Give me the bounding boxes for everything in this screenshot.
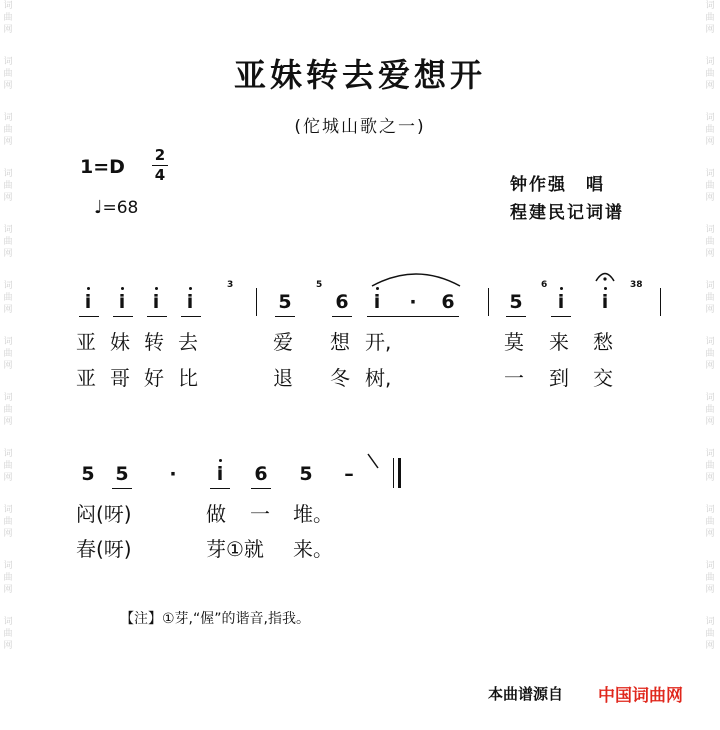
beam: [251, 488, 271, 489]
note: i: [373, 291, 381, 313]
grace-note: 5: [316, 280, 323, 290]
note: 6: [335, 291, 349, 313]
lyric: 转: [144, 330, 164, 354]
octave-dot: [87, 287, 90, 290]
lyric: 愁: [593, 330, 613, 354]
lyric: 春(呀): [76, 537, 132, 561]
song-subtitle: (佗城山歌之一): [294, 117, 426, 137]
note: i: [601, 291, 609, 313]
beam: [113, 316, 133, 317]
lyric: 想: [330, 330, 350, 354]
lyric: 一: [250, 502, 270, 526]
beam: [367, 316, 459, 317]
lyric: 芽①就: [206, 537, 264, 561]
slur-arc: [370, 266, 462, 288]
footnote: 【注】①芽,“偓”的谐音,指我。: [120, 611, 310, 627]
note: 6: [441, 291, 455, 313]
beam: [147, 316, 167, 317]
octave-dot: [604, 287, 607, 290]
tempo-value: =68: [102, 198, 139, 218]
grace-note: 3: [227, 280, 234, 290]
brand-link[interactable]: 中国词曲网: [598, 686, 683, 706]
beam: [181, 316, 201, 317]
lyric: 交: [593, 366, 613, 390]
lyric: 闷(呀): [76, 502, 132, 526]
augmentation-dot: ·: [169, 463, 177, 485]
beam: [210, 488, 230, 489]
lyric: 到: [549, 366, 569, 390]
beam: [506, 316, 526, 317]
lyric: 亚: [76, 366, 96, 390]
octave-dot: [189, 287, 192, 290]
note: i: [152, 291, 160, 313]
lyric: 妹: [110, 330, 130, 354]
time-signature: [150, 146, 170, 185]
final-barline-thick: [398, 458, 401, 488]
beam: [551, 316, 571, 317]
lyric: 堆。: [293, 502, 333, 526]
grace-note: 6: [541, 280, 548, 290]
source-label: 本曲谱源自: [488, 685, 564, 703]
lyric: 比: [178, 366, 198, 390]
note: i: [216, 463, 224, 485]
lyric: 亚: [76, 330, 96, 354]
lyric: 来: [549, 330, 569, 354]
meter-top: 2: [154, 146, 166, 164]
lyric: 哥: [110, 366, 130, 390]
lyric: 爱: [273, 330, 293, 354]
lyric: 一: [504, 366, 524, 390]
note: 5: [299, 463, 313, 485]
note: 5: [509, 291, 523, 313]
note: 5: [81, 463, 95, 485]
quarter-note-icon: ♩: [94, 197, 103, 218]
barline: [488, 288, 489, 316]
beam: [112, 488, 132, 489]
watermark-right: 词 曲 网 词 曲 网 词 曲 网 词 曲 网 词 曲 网 词 曲 网 词 曲 网 词 曲 网 词 曲 网 词 曲 网 词 曲 网 词 曲 网: [705, 1, 715, 651]
lyric: 来。: [293, 537, 333, 561]
glissando-mark: [366, 452, 380, 470]
lyric: 做: [206, 502, 226, 526]
lyric: 退: [273, 366, 293, 390]
beam: [275, 316, 295, 317]
final-barline-thin: [393, 458, 394, 488]
beam: [332, 316, 352, 317]
note: i: [186, 291, 194, 313]
lyric: 去: [178, 330, 198, 354]
lyric: 开,: [365, 330, 392, 354]
barline: [660, 288, 661, 316]
dash: –: [344, 463, 354, 485]
octave-dot: [121, 287, 124, 290]
lyric: 冬: [330, 366, 350, 390]
note: 5: [278, 291, 292, 313]
octave-dot: [155, 287, 158, 290]
note: i: [84, 291, 92, 313]
lyric: 树,: [365, 366, 392, 390]
tempo: [94, 197, 138, 218]
note: 5: [115, 463, 129, 485]
watermark-left: 词 曲 网 词 曲 网 词 曲 网 词 曲 网 词 曲 网 词 曲 网 词 曲 网 词 曲 网 词 曲 网 词 曲 网 词 曲 网 词 曲 网: [3, 1, 13, 651]
lyric: 好: [144, 366, 164, 390]
lyric: 莫: [504, 330, 524, 354]
octave-dot: [219, 459, 222, 462]
note: i: [118, 291, 126, 313]
note: i: [557, 291, 565, 313]
fermata-icon: [594, 268, 616, 284]
singer-credit: 钟作强 唱: [510, 175, 605, 195]
beam: [79, 316, 99, 317]
octave-dot: [560, 287, 563, 290]
barline: [256, 288, 257, 316]
song-title: 亚妹转去爱想开: [233, 56, 486, 94]
key-signature: 1=D: [80, 156, 125, 178]
meter-bottom: 4: [154, 166, 166, 184]
note: 6: [254, 463, 268, 485]
grace-note: 38: [630, 280, 643, 290]
augmentation-dot: ·: [409, 291, 417, 313]
transcriber-credit: 程建民记词谱: [510, 203, 624, 223]
